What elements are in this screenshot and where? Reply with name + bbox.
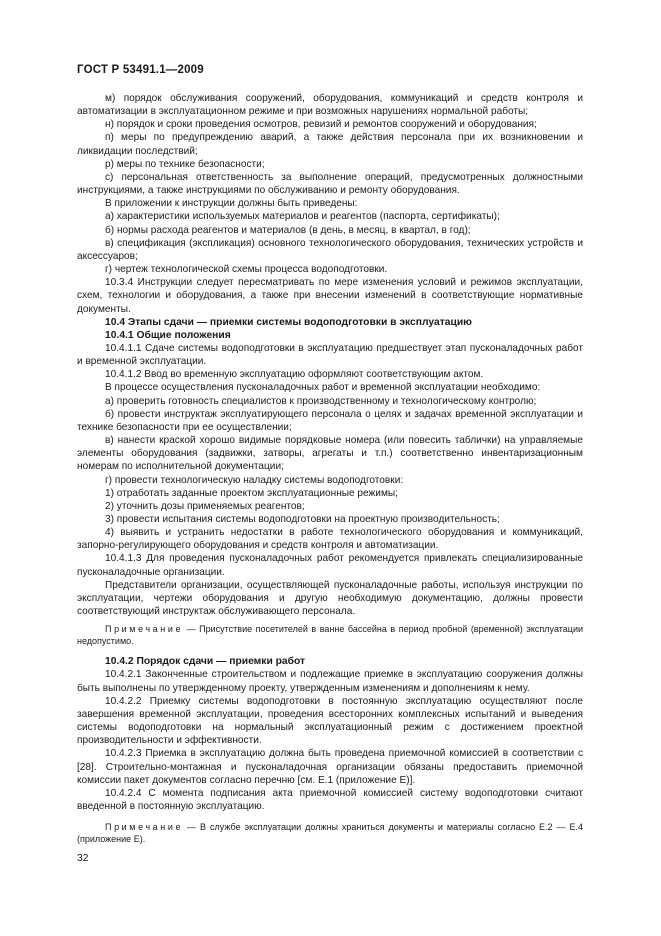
note-label: Примечание (105, 624, 184, 635)
note-trial-operation (77, 623, 583, 647)
subsection-heading-10-4-2: 10.4.2 Порядок сдачи — приемки работ (105, 656, 306, 668)
clause-10-4-1-1: 10.4.1.1 Сдаче системы водоподготовки в эксплуатацию предшествует этап пусконаладочных работ и временной эксплуатации. (77, 342, 583, 368)
process-item-b: б) провести инструктаж эксплуатирующего персонала о целях и задачах временной эксплуатации и технике безопасности при ее осуществлении; (77, 408, 583, 433)
clause-10-4-2-4: 10.4.2.4 С момента подписания акта приемочной комиссией систему водоподготовки считают введенной в постоянную эксплуатацию. (77, 787, 583, 812)
representatives-paragraph: Представители организации, осуществляющей пусконаладочные работы, используя инструкции по эксплуатации, чертежи оборудования и другую необходимую документацию, должны провести соответствующий инструктаж обслуживающего персонала. (77, 579, 583, 618)
list-item-p: п) меры по предупреждению аварий, а также действия персонала при их возникновении и ликвидации последствий; (77, 132, 583, 157)
note-text: — В службе эксплуатации должны храниться документы и материалы согласно Е.2 — Е.4 (приложение Е). (77, 822, 583, 845)
appendix-intro: В приложении к инструкции должны быть приведены: (105, 198, 358, 210)
document-header: ГОСТ Р 53491.1—2009 (77, 64, 204, 76)
process-item-a: а) проверить готовность специалистов к производственному и технологическому контролю; (105, 395, 537, 407)
subsection-heading-10-4-1: 10.4.1 Общие положения (105, 329, 231, 341)
process-item-v: в) нанести краской хорошо видимые порядковые номера (или повесить таблички) на управляемые элементы оборудования (задвижки, затворы, агрегаты и т.п.) соответственно инвентаризационным номерам по исполнительной документации; (77, 435, 583, 473)
clause-10-4-2-3: 10.4.2.3 Приемка в эксплуатацию должна быть проведена приемочной комиссией в соответствии с [28]. Строительно-монтажная и пусконаладочная организации обязаны предоставить приемочной комиссии пакет документов согласно перечню [см. Е.1 (приложение Е)]. (77, 748, 583, 786)
note-label: Примечание (105, 822, 184, 833)
process-intro: В процессе осуществления пусконаладочных работ и временной эксплуатации необходимо: (105, 382, 541, 394)
adjust-item-2: 2) уточнить дозы применяемых реагентов; (105, 500, 305, 512)
process-item-g: г) провести технологическую наладку системы водоподготовки: (105, 474, 404, 486)
adjust-item-3: 3) провести испытания системы водоподготовки на проектную производительность; (105, 514, 500, 525)
list-item-s: с) персональная ответственность за выполнение операций, предусмотренных должностными инструкциями, а также инструкциями по обслуживанию и ремонту оборудования. (77, 171, 583, 197)
appendix-item-v: в) спецификация (экспликация) основного технологического оборудования, технических устройств и аксессуаров; (77, 237, 583, 262)
adjust-item-4: 4) выявить и устранить недостатки в работе технологического оборудования и коммуникаций, запорно-регулирующего оборудования и средств контроля и автоматизации. (77, 527, 583, 552)
note-documents (77, 821, 583, 845)
page-number: 32 (77, 853, 89, 864)
appendix-item-g: г) чертеж технологической схемы процесса водоподготовки. (105, 264, 388, 276)
clause-10-4-1-3: 10.4.1.3 Для проведения пусконаладочных работ рекомендуется привлекать специализированные пусконаладочные организации. (77, 553, 583, 578)
note-text: — Присутствие посетителей в ванне бассейна в период пробной (временной) эксплуатации недопустимо. (77, 624, 583, 647)
clause-10-4-2-1: 10.4.2.1 Законченные строительством и подлежащие приемке в эксплуатацию сооружения должны быть выполнены по утвержденному проекту, утвержденным изменениям и дополнениям к нему. (77, 669, 583, 694)
appendix-item-b: б) нормы расхода реагентов и материалов (в день, в месяц, в квартал, в год); (105, 224, 471, 236)
list-item-n: н) порядок и сроки проведения осмотров, ревизий и ремонтов сооружений и оборудования; (105, 119, 537, 131)
clause-10-4-1-2: 10.4.1.2 Ввод во временную эксплуатацию оформляют соответствующим актом. (105, 369, 484, 381)
clause-10-4-2-2: 10.4.2.2 Приемку системы водоподготовки в постоянную эксплуатацию осуществляют после завершения временной эксплуатации, проведения всесторонних комплексных испытаний и выведения системы водоподготовки на нормальный эксплуатационный режим с достижением проектной производительности и эффективности. (77, 695, 583, 747)
list-item-m: м) порядок обслуживания сооружений, оборудования, коммуникаций и средств контроля и автоматизации в эксплуатационном режиме и при возможных нарушениях нормальной работы; (77, 93, 583, 118)
list-item-r: р) меры по технике безопасности; (105, 158, 265, 170)
appendix-item-a: а) характеристики используемых материалов и реагентов (паспорта, сертификаты); (105, 211, 500, 223)
section-heading-10-4: 10.4 Этапы сдачи — приемки системы водоподготовки в эксплуатацию (105, 316, 472, 328)
clause-10-3-4: 10.3.4 Инструкции следует пересматривать по мере изменения условий и режимов эксплуатации, схем, технологии и оборудования, а также при внесении изменений в соответствующие нормативные документы. (77, 277, 583, 315)
adjust-item-1: 1) отработать заданные проектом эксплуатационные режимы; (105, 487, 398, 499)
document-body (77, 92, 583, 845)
